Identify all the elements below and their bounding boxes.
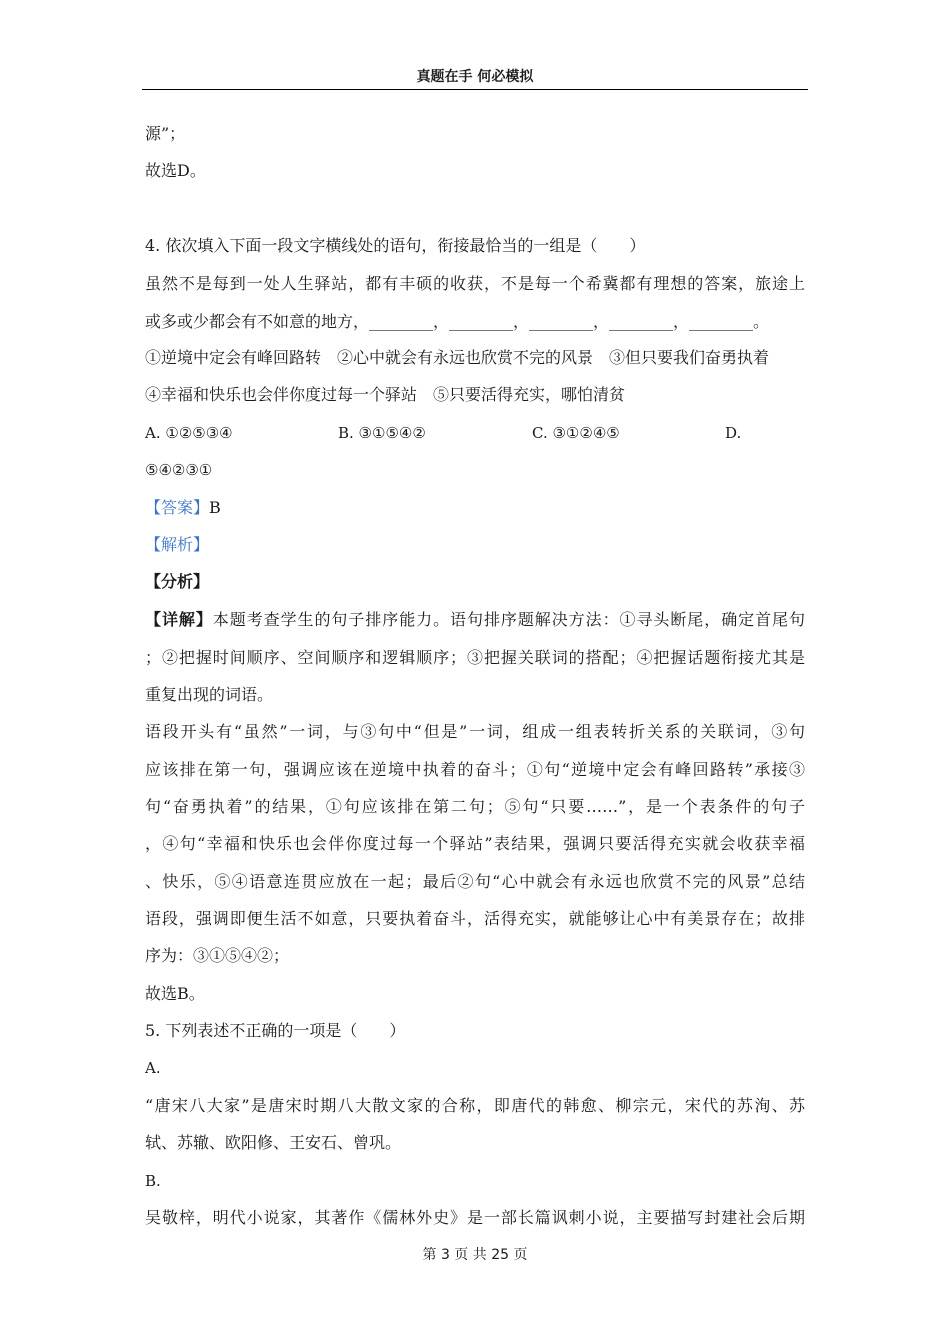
answer-tag: 【答案】 bbox=[145, 498, 210, 517]
q5-option-b-line: 吴敬梓，明代小说家，其著作《儒林外史》是一部长篇讽刺小说，主要描写封建社会后期 bbox=[145, 1208, 805, 1227]
q5-option-a-label: A. bbox=[145, 1059, 161, 1077]
page-number: 第 3 页 共 25 页 bbox=[422, 1247, 528, 1263]
q4-option-d: D. bbox=[725, 424, 742, 442]
prev-conclusion: 故选D。 bbox=[145, 161, 206, 180]
q4-option-b: B. ③①⑤④② bbox=[338, 424, 426, 442]
q5-option-a-line: “唐宋八大家”是唐宋时期八大散文家的合称，即唐代的韩愈、柳宗元，宋代的苏洵、苏 bbox=[145, 1096, 805, 1115]
q4-option-a: A. ①②⑤③④ bbox=[145, 424, 233, 442]
q4-sentences-line: ④幸福和快乐也会伴你度过每一个驿站 ⑤只要活得充实，哪怕清贫 bbox=[145, 385, 626, 404]
prev-line: 源”； bbox=[145, 124, 186, 143]
q4-detail-line: 【详解】本题考查学生的句子排序能力。语句排序题解决方法：①寻头断尾，确定首尾句 bbox=[145, 610, 805, 629]
q4-detail-line: ；②把握时间顺序、空间顺序和逻辑顺序；③把握关联词的搭配；④把握话题衔接尤其是 bbox=[145, 648, 805, 667]
q4-explanation-line: 句“奋勇执着”的结果，①句应该排在第二句；⑤句“只要……”，是一个表条件的句子 bbox=[145, 797, 805, 816]
q4-explanation-line: 序为：③①⑤④②； bbox=[145, 946, 290, 965]
q4-explanation-line: 语段，强调即便生活不如意，只要执着奋斗，活得充实，就能够让心中有美景存在；故排 bbox=[145, 909, 805, 928]
detail-tag: 【详解】 bbox=[145, 610, 213, 629]
q4-detail-line: 重复出现的词语。 bbox=[145, 685, 274, 704]
q4-explanation-line: 应该排在第一句，强调应该在逆境中执着的奋斗；①句“逆境中定会有峰回路转”承接③ bbox=[145, 760, 805, 779]
q4-explanation-line: 语段开头有“虽然”一词，与③句中“但是”一词，组成一组表转折关系的关联词，③句 bbox=[145, 722, 805, 741]
q4-answer bbox=[145, 498, 805, 518]
q4-conclusion: 故选B。 bbox=[145, 984, 205, 1003]
q5-option-a-line: 轼、苏辙、欧阳修、王安石、曾巩。 bbox=[145, 1133, 402, 1152]
header-rule bbox=[142, 89, 808, 90]
fenxi-tag: 【分析】 bbox=[145, 572, 210, 591]
q4-sentences-line: ①逆境中定会有峰回路转 ②心中就会有永远也欣赏不完的风景 ③但只要我们奋勇执着 bbox=[145, 348, 770, 367]
q4-option-c: C. ③①②④⑤ bbox=[532, 424, 620, 442]
answer-value: B bbox=[209, 498, 221, 517]
q4-option-d-cont: ⑤④②③① bbox=[145, 461, 213, 479]
q4-explanation-line: 、快乐，⑤④语意连贯应放在一起；最后②句“心中就会有永远也欣赏不完的风景”总结 bbox=[145, 872, 805, 891]
q5-stem: 5. 下列表述不正确的一项是（ ） bbox=[145, 1021, 406, 1040]
q5-option-b-label: B. bbox=[145, 1172, 161, 1190]
q4-explanation-line: ，④句“幸福和快乐也会伴你度过每一个驿站”表结果，强调只要活得充实就会收获幸福 bbox=[145, 834, 805, 853]
page-header: 真题在手 何必模拟 bbox=[416, 69, 534, 85]
q4-stem: 4. 依次填入下面一段文字横线处的语句，衔接最恰当的一组是（ ） bbox=[145, 236, 646, 255]
analysis-tag: 【解析】 bbox=[145, 535, 210, 554]
q4-passage-line: 虽然不是每到一处人生驿站，都有丰硕的收获，不是每一个希冀都有理想的答案，旅途上 bbox=[145, 274, 805, 293]
q4-passage-line: 或多或少都会有不如意的地方，________，________，________，________，________。 bbox=[145, 312, 770, 331]
